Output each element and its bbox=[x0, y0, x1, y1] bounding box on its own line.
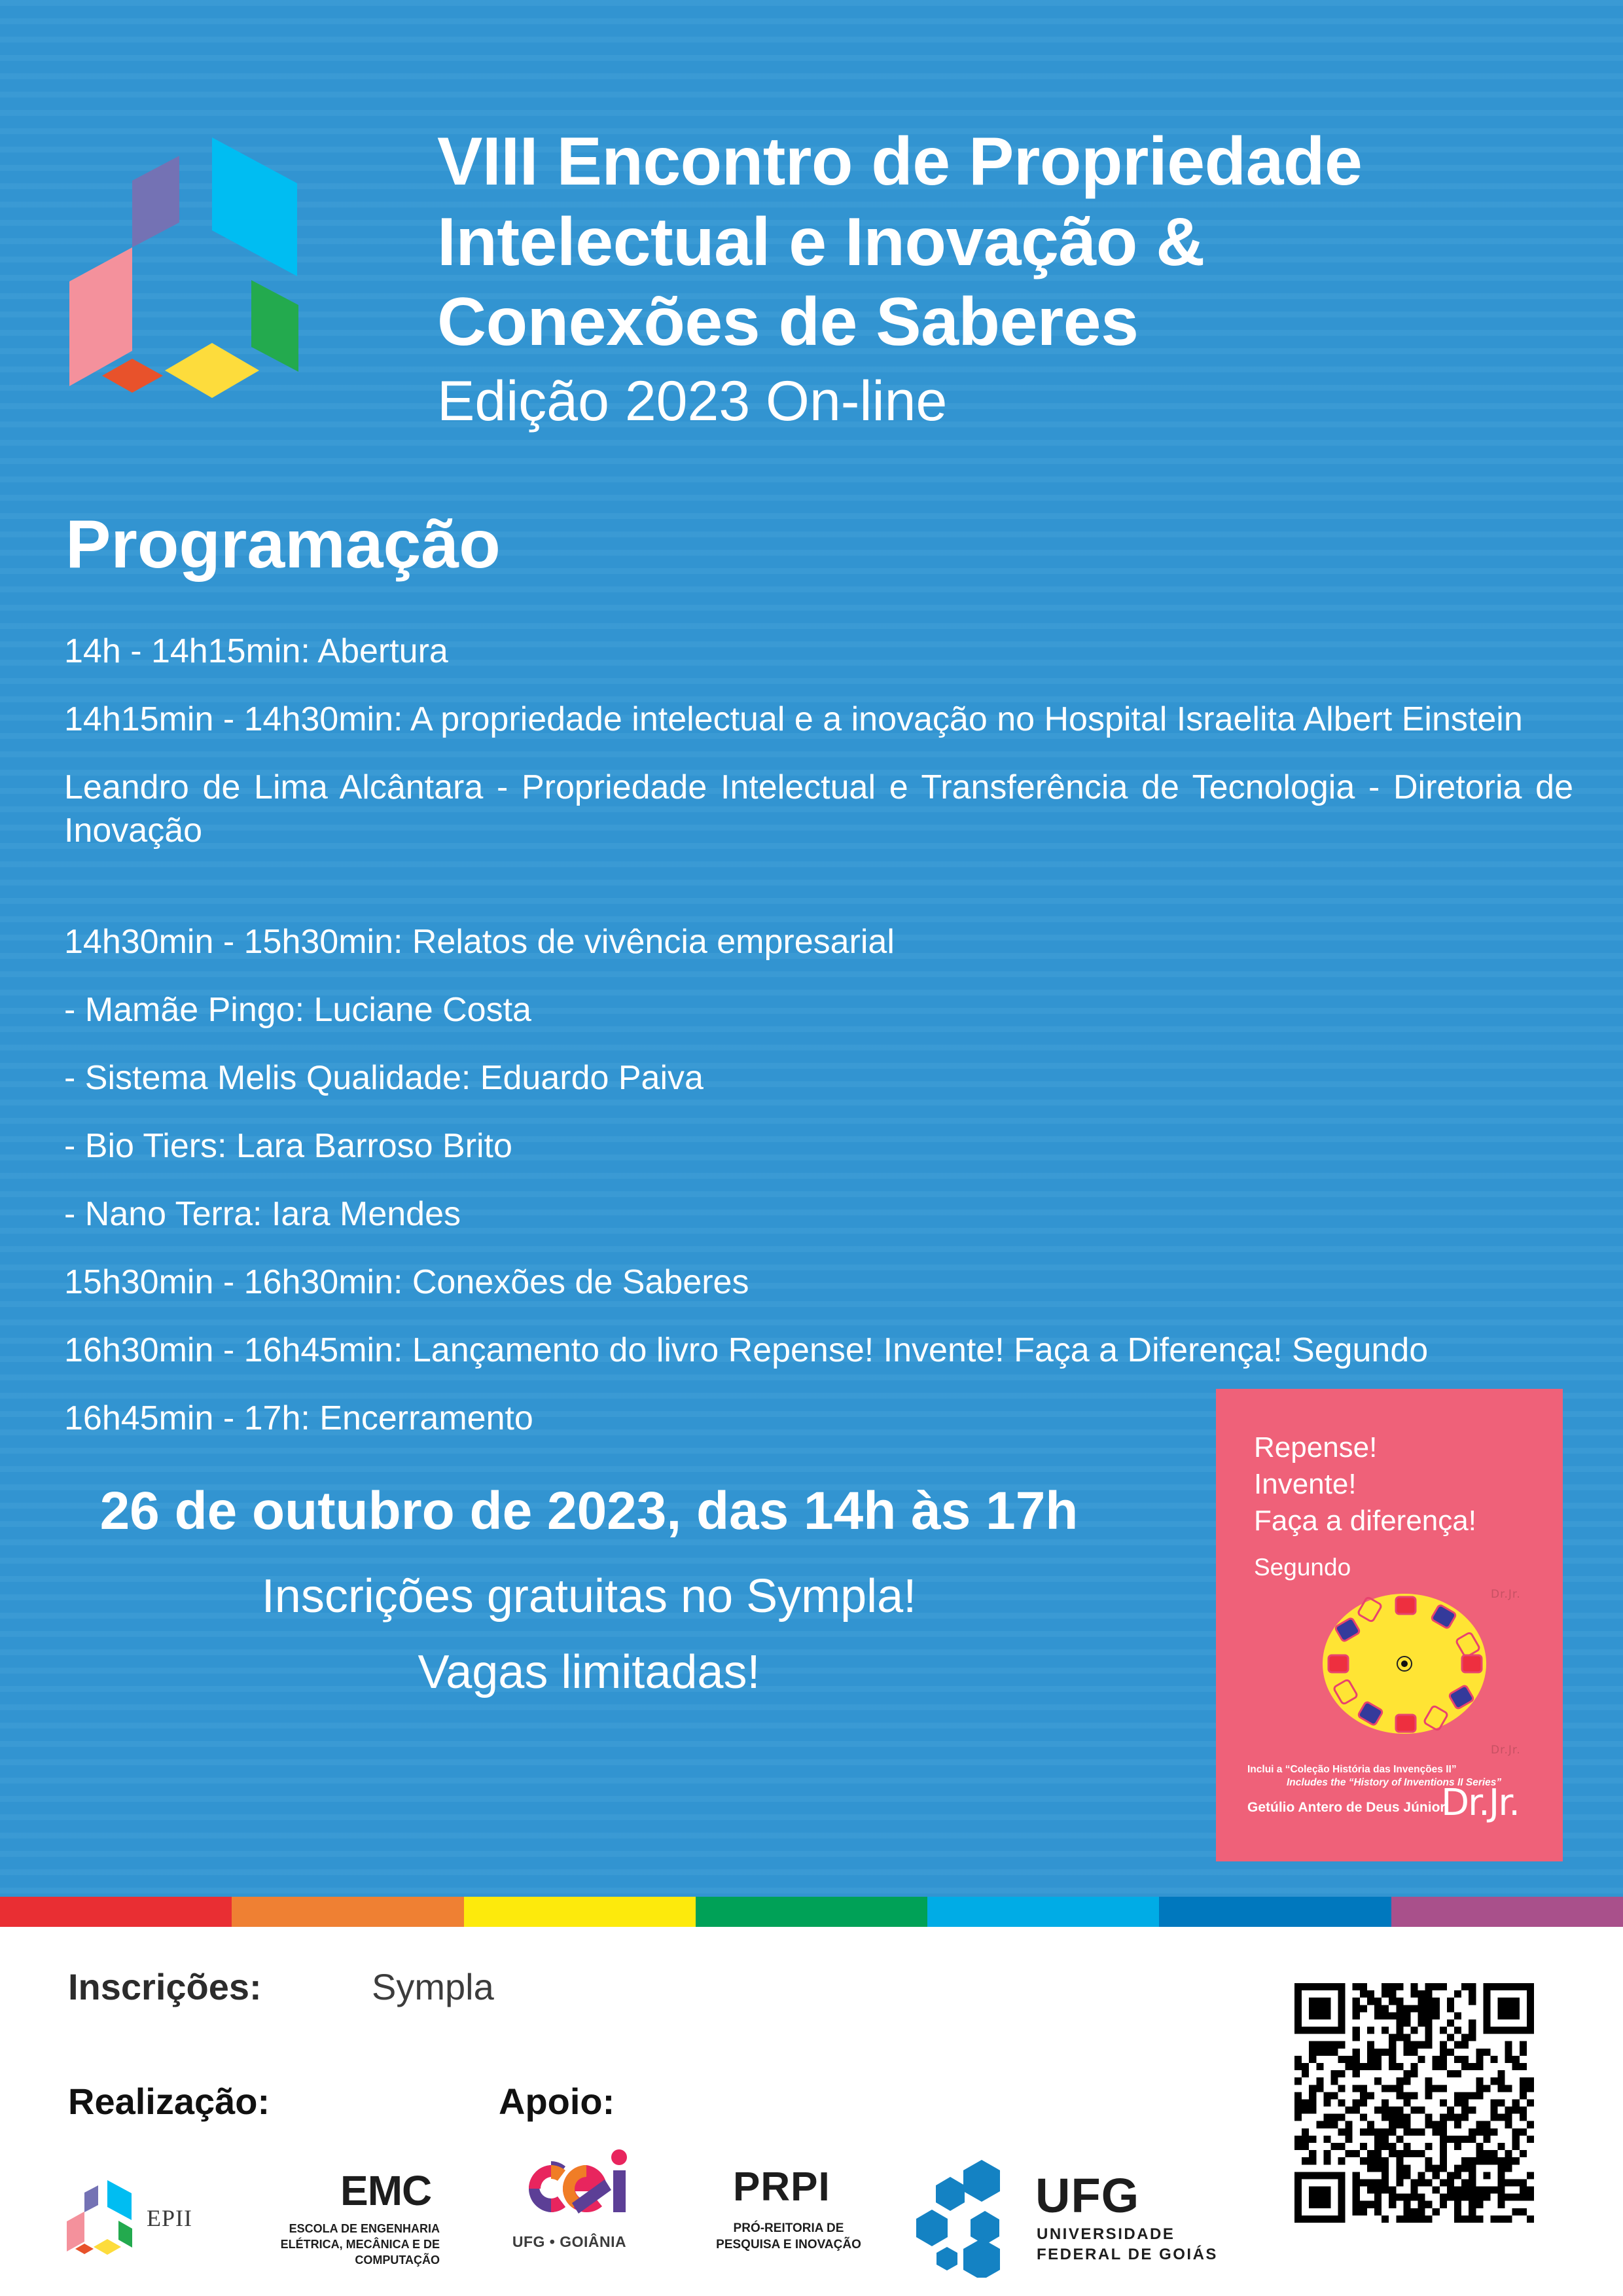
schedule-item: - Nano Terra: Iara Mendes bbox=[64, 1195, 461, 1234]
emc-subtitle: ESCOLA DE ENGENHARIA ELÉTRICA, MECÂNICA E DE COMPUTAÇÃO bbox=[280, 2222, 440, 2267]
ufg-subtitle-line-2: FEDERAL DE GOIÁS bbox=[1037, 2246, 1218, 2264]
schedule-item: 16h30min - 16h45min: Lançamento do livro Repense! Invente! Faça a Diferença! Segundo bbox=[64, 1331, 1429, 1370]
call-to-action-block bbox=[0, 1479, 1178, 1719]
stripe-orange bbox=[232, 1897, 463, 1927]
stripe-red bbox=[0, 1897, 232, 1927]
rainbow-stripe-bar bbox=[0, 1897, 1623, 1927]
schedule-item: - Bio Tiers: Lara Barroso Brito bbox=[64, 1127, 512, 1166]
support-label: Apoio: bbox=[499, 2081, 615, 2122]
book-series-note-pt: Inclui a “Coleção História das Invenções II” bbox=[1247, 1764, 1457, 1775]
limited-seats-note: Vagas limitadas! bbox=[418, 1646, 760, 1699]
stripe-cyan bbox=[927, 1897, 1159, 1927]
poster-subtitle: Edição 2023 On-line bbox=[437, 370, 948, 433]
cei-logo-icon bbox=[507, 2145, 637, 2231]
schedule-item: - Mamãe Pingo: Luciane Costa bbox=[64, 991, 531, 1030]
ufg-wordmark: UFG bbox=[1035, 2168, 1140, 2223]
stripe-green bbox=[696, 1897, 927, 1927]
book-cover-title-line: Invente! bbox=[1254, 1467, 1357, 1500]
title-line-1: VIII Encontro de Propriedade bbox=[437, 124, 1363, 200]
schedule-item: - Sistema Melis Qualidade: Eduardo Paiva bbox=[64, 1059, 704, 1098]
book-cover-title-line: Repense! bbox=[1254, 1431, 1378, 1463]
prpi-subtitle-line-1: PRÓ-REITORIA DE bbox=[733, 2221, 844, 2235]
book-signature-small-bottom: Dr.Jr. bbox=[1491, 1744, 1521, 1757]
title-line-2: Intelectual e Inovação & bbox=[437, 204, 1205, 280]
ufg-hexagon-logo-icon bbox=[916, 2153, 1034, 2278]
stripe-yellow bbox=[464, 1897, 696, 1927]
prpi-subtitle bbox=[713, 2220, 864, 2253]
organizer-label: Realização: bbox=[68, 2081, 270, 2122]
yellow-invention-wheel-icon bbox=[1313, 1585, 1496, 1742]
schedule-item: 14h - 14h15min: Abertura bbox=[64, 632, 448, 670]
registration-platform-value[interactable]: Sympla bbox=[372, 1966, 494, 2007]
prpi-subtitle-line-2: PESQUISA E INOVAÇÃO bbox=[716, 2238, 861, 2252]
emc-wordmark: EMC bbox=[340, 2167, 432, 2214]
book-cover bbox=[1216, 1389, 1563, 1861]
book-series-note-en: Includes the “History of Inventions II Series” bbox=[1287, 1777, 1502, 1788]
ufg-subtitle bbox=[1037, 2224, 1218, 2265]
event-date-time: 26 de outubro de 2023, das 14h às 17h bbox=[99, 1481, 1079, 1541]
book-cover-title-line: Faça a diferença! bbox=[1254, 1504, 1476, 1537]
ufg-subtitle-line-1: UNIVERSIDADE bbox=[1037, 2225, 1175, 2243]
book-author-signature: Dr.Jr. bbox=[1441, 1782, 1520, 1824]
schedule-item: 16h45min - 17h: Encerramento bbox=[64, 1399, 533, 1438]
schedule-item: Leandro de Lima Alcântara - Propriedade Intelectual e Transferência de Tecnologia - Diretoria de Inovação bbox=[64, 768, 1573, 850]
stripe-magenta bbox=[1391, 1897, 1623, 1927]
schedule-item: 14h30min - 15h30min: Relatos de vivência empresarial bbox=[64, 923, 895, 961]
epii-footer-logo-icon bbox=[63, 2174, 148, 2272]
program-schedule-list bbox=[64, 630, 1573, 1465]
book-signature-small-top: Dr.Jr. bbox=[1491, 1588, 1521, 1601]
book-cover-title bbox=[1254, 1429, 1555, 1539]
registration-label: Inscrições: bbox=[68, 1966, 262, 2007]
poster-title-block bbox=[437, 122, 1550, 433]
sympla-registration-qr-code[interactable] bbox=[1294, 1983, 1534, 2223]
epii-footer-wordmark: EPII bbox=[147, 2205, 192, 2231]
book-author-name: Getúlio Antero de Deus Júnior bbox=[1247, 1800, 1446, 1815]
prpi-wordmark: PRPI bbox=[733, 2164, 830, 2210]
schedule-item: 15h30min - 16h30min: Conexões de Saberes bbox=[64, 1263, 749, 1302]
book-cover-subtitle: Segundo bbox=[1254, 1554, 1351, 1581]
program-heading: Programação bbox=[65, 507, 501, 583]
schedule-item: 14h15min - 14h30min: A propriedade intelectual e a inovação no Hospital Israelita Albert Einstein bbox=[64, 700, 1523, 739]
title-line-3: Conexões de Saberes bbox=[437, 284, 1139, 361]
stripe-blue bbox=[1159, 1897, 1391, 1927]
epii-logo-icon bbox=[55, 117, 356, 444]
registration-free-note: Inscrições gratuitas no Sympla! bbox=[261, 1570, 917, 1623]
cei-subtitle: UFG • GOIÂNIA bbox=[512, 2233, 627, 2250]
